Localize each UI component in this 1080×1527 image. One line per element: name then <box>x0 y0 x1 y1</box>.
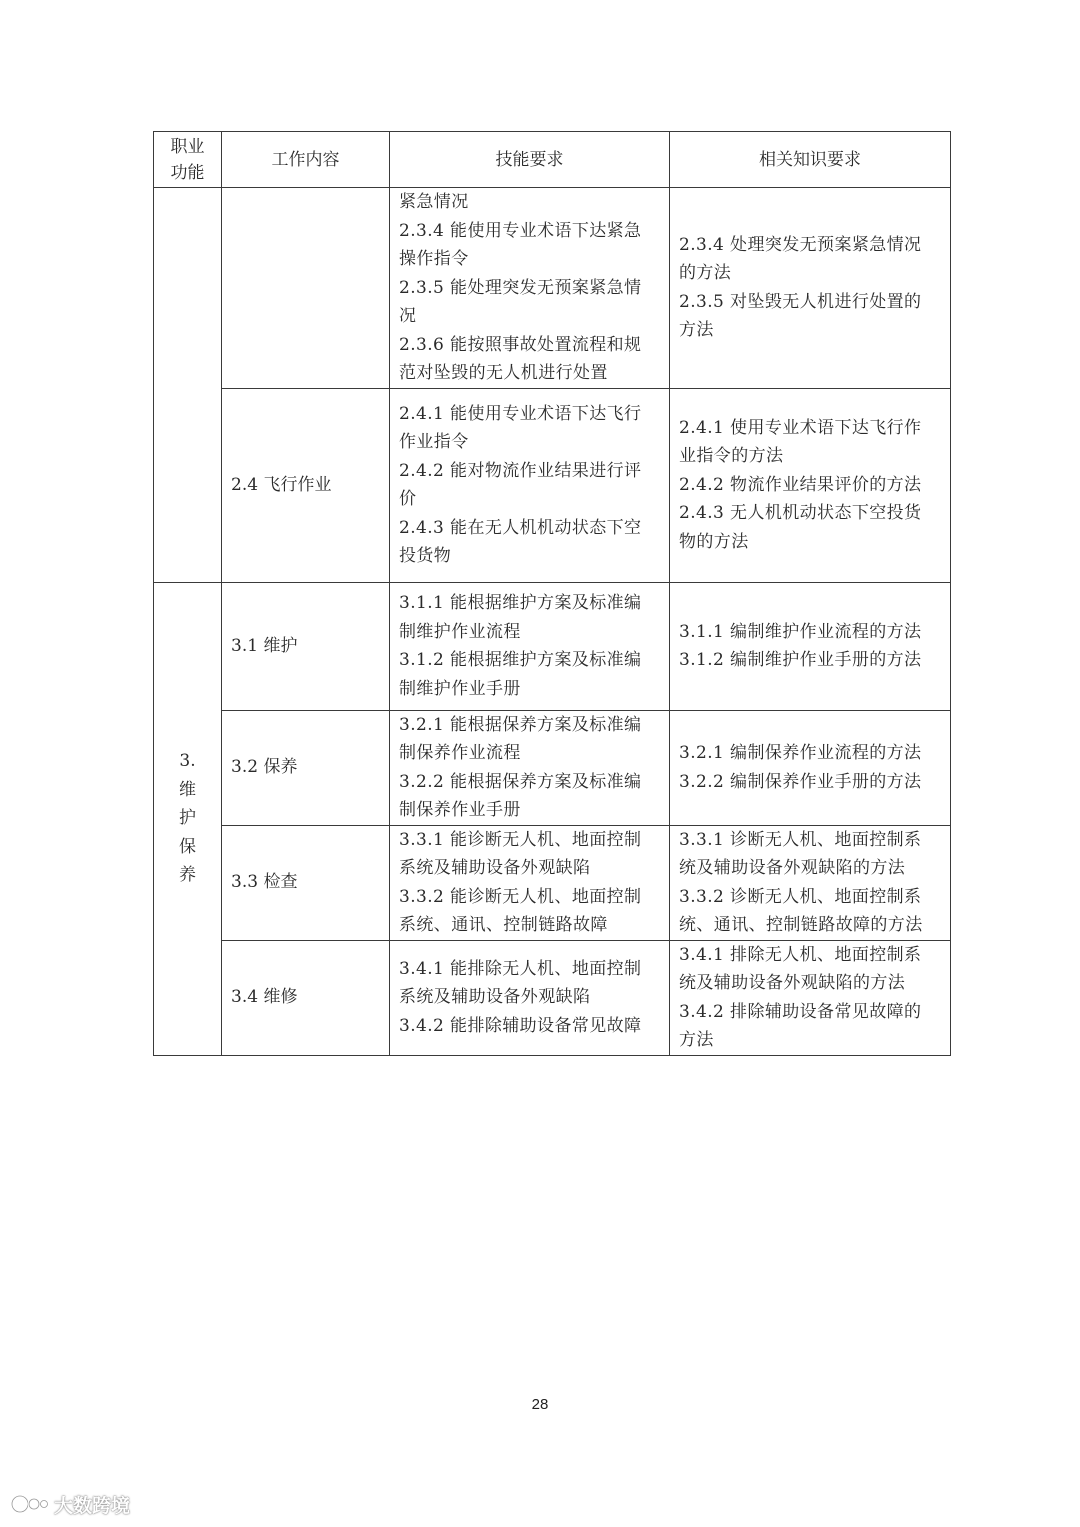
skill-requirements-cell <box>390 388 670 582</box>
work-content-cell: 3.4 维修 <box>222 940 390 1055</box>
text-line: 统、通讯、控制链路故障的方法 <box>679 915 923 935</box>
text-line: 3.3.2 诊断无人机、地面控制系 <box>679 886 922 907</box>
text-line: 系统、通讯、控制链路故障 <box>399 915 608 935</box>
text-line: 3.3.1 能诊断无人机、地面控制 <box>399 829 642 850</box>
work-content-cell <box>222 188 390 389</box>
text-line: 统及辅助设备外观缺陷的方法 <box>679 858 906 878</box>
text-line: 3.1.2 能根据维护方案及标准编 <box>399 650 642 670</box>
text-line: 2.3.5 对坠毁无人机进行处置的 <box>679 291 922 312</box>
text-line: 3.1.1 编制维护作业流程的方法 <box>679 621 922 642</box>
text-line: 2.3.6 能按照事故处置流程和规 <box>399 334 642 355</box>
knowledge-requirements-cell <box>670 825 951 940</box>
text-line: 护 <box>179 808 196 829</box>
text-line: 制保养作业手册 <box>399 800 521 820</box>
text-line: 2.4.1 使用专业术语下达飞行作 <box>679 417 922 438</box>
knowledge-requirements-cell <box>670 582 951 710</box>
text-line: 操作指令 <box>399 249 469 269</box>
text-line: 3.2.1 编制保养作业流程的方法 <box>679 743 922 763</box>
text-line: 制维护作业流程 <box>399 621 521 642</box>
table-row <box>154 582 951 710</box>
table-header-row <box>154 132 951 188</box>
function-cell-continued <box>154 188 222 583</box>
skill-requirements-cell <box>390 825 670 940</box>
text-line: 的方法 <box>679 263 732 284</box>
text-line: 3.1.1 能根据维护方案及标准编 <box>399 593 642 613</box>
text-line: 范对坠毁的无人机进行处置 <box>399 363 608 383</box>
text-line: 2.4.1 能使用专业术语下达飞行 <box>399 403 642 424</box>
text-line: 3.1.2 编制维护作业手册的方法 <box>679 650 922 670</box>
skill-requirements-cell <box>390 940 670 1055</box>
text-line: 3.4.1 排除无人机、地面控制系 <box>679 944 922 965</box>
text-line: 2.4.3 无人机机动状态下空投货 <box>679 503 922 524</box>
text-line: 制保养作业流程 <box>399 743 521 763</box>
knowledge-requirements-cell <box>670 710 951 825</box>
text-line: 价 <box>399 489 417 509</box>
work-content-cell: 3.3 检查 <box>222 825 390 940</box>
text-line: 况 <box>399 306 417 326</box>
function-cell-maintenance <box>154 582 222 1055</box>
text-line: 方法 <box>679 1030 714 1050</box>
text-line: 系统及辅助设备外观缺陷 <box>399 858 591 878</box>
text-line: 方法 <box>679 320 714 341</box>
knowledge-requirements-cell <box>670 940 951 1055</box>
text-line: 3. <box>179 751 196 772</box>
skill-requirements-cell <box>390 582 670 710</box>
text-line: 职业 <box>170 136 205 157</box>
text-line: 3.2.2 能根据保养方案及标准编 <box>399 771 642 792</box>
text-line: 保 <box>179 836 196 857</box>
text-line: 统及辅助设备外观缺陷的方法 <box>679 973 906 993</box>
text-line: 2.3.5 能处理突发无预案紧急情 <box>399 277 642 298</box>
page-number: 28 <box>531 1396 549 1413</box>
text-line: 2.3.4 能使用专业术语下达紧急 <box>399 220 642 241</box>
text-line: 2.4.2 能对物流作业结果进行评 <box>399 460 642 481</box>
text-line: 3.3.2 能诊断无人机、地面控制 <box>399 886 642 907</box>
text-line: 3.2.1 能根据保养方案及标准编 <box>399 714 642 735</box>
text-line: 业指令的方法 <box>679 446 784 467</box>
table-row <box>154 940 951 1055</box>
text-line: 物的方法 <box>679 531 749 552</box>
text-line: 功能 <box>170 162 205 183</box>
text-line: 3.4.1 能排除无人机、地面控制 <box>399 958 642 979</box>
text-line: 养 <box>179 865 196 886</box>
text-line: 3.2.2 编制保养作业手册的方法 <box>679 771 922 792</box>
skills-standard-table <box>153 131 951 1056</box>
brand-logo-icon <box>10 1492 50 1516</box>
text-line: 系统及辅助设备外观缺陷 <box>399 987 591 1008</box>
watermark <box>10 1489 130 1519</box>
work-content-cell: 2.4 飞行作业 <box>222 388 390 582</box>
header-work-content: 工作内容 <box>222 132 390 188</box>
knowledge-requirements-cell <box>670 188 951 389</box>
header-occupational-function <box>154 132 222 188</box>
header-skill-requirements: 技能要求 <box>390 132 670 188</box>
skill-requirements-cell <box>390 188 670 389</box>
knowledge-requirements-cell <box>670 388 951 582</box>
table-row <box>154 188 951 389</box>
text-line: 维 <box>179 779 196 800</box>
text-line: 制维护作业手册 <box>399 678 521 699</box>
text-line: 作业指令 <box>399 432 469 452</box>
text-line: 3.4.2 排除辅助设备常见故障的 <box>679 1001 922 1022</box>
text-line: 投货物 <box>399 546 452 566</box>
table-row <box>154 388 951 582</box>
watermark-text: 大数跨境 <box>54 1494 131 1517</box>
header-knowledge-requirements: 相关知识要求 <box>670 132 951 188</box>
text-line: 2.3.4 处理突发无预案紧急情况 <box>679 234 922 255</box>
text-line: 2.4.3 能在无人机机动状态下空 <box>399 517 642 538</box>
skill-requirements-cell <box>390 710 670 825</box>
text-line: 3.4.2 能排除辅助设备常见故障 <box>399 1015 642 1036</box>
work-content-cell: 3.1 维护 <box>222 582 390 710</box>
text-line: 2.4.2 物流作业结果评价的方法 <box>679 474 922 495</box>
table-row <box>154 710 951 825</box>
text-line: 3.3.1 诊断无人机、地面控制系 <box>679 829 922 850</box>
table-row <box>154 825 951 940</box>
text-line: 紧急情况 <box>399 192 469 212</box>
work-content-cell: 3.2 保养 <box>222 710 390 825</box>
